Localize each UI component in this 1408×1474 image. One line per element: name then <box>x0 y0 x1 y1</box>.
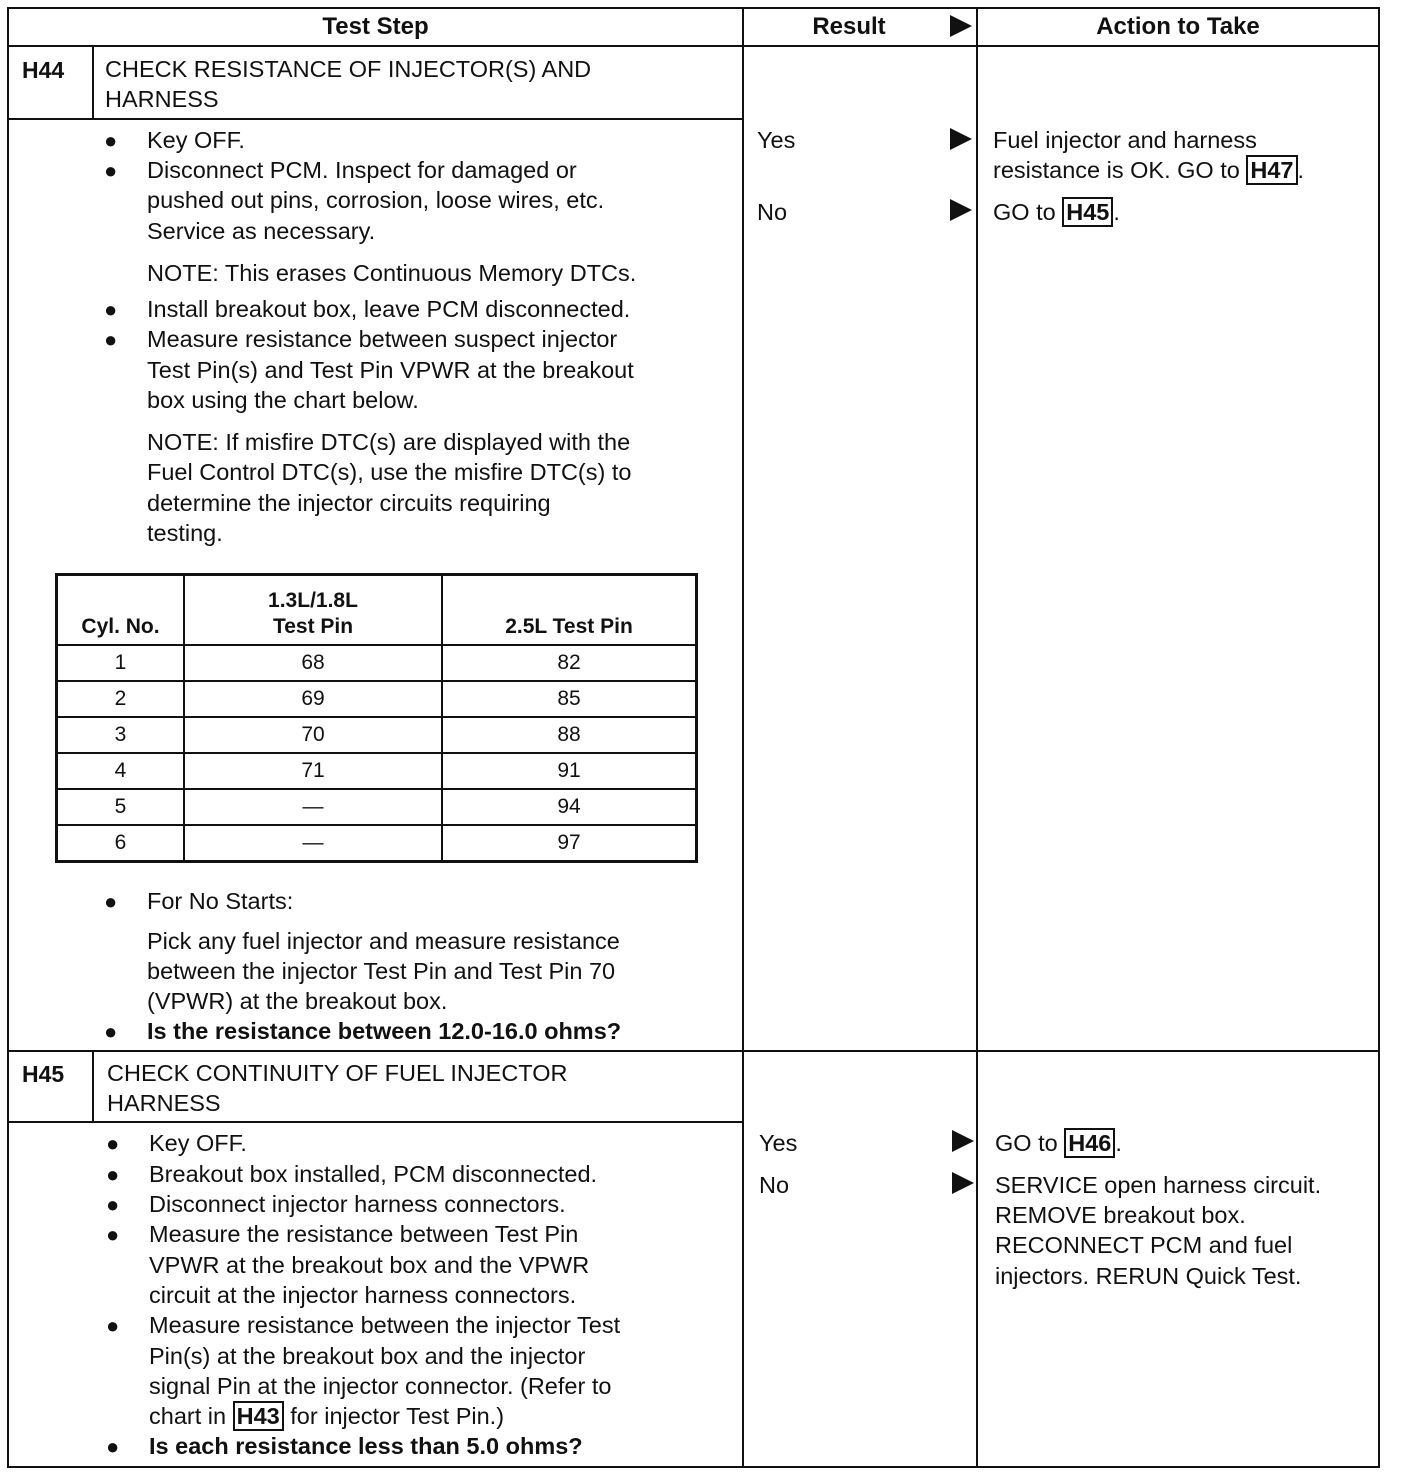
pin-1-3l-cell: 70 <box>184 717 442 753</box>
result-arrow-icon <box>950 128 972 150</box>
h44-result-no: No <box>757 199 788 225</box>
h44-yes-action-line2: resistance is OK. GO to H47 . <box>993 157 1305 183</box>
h44-instruction: Install breakout box, leave PCM disconnected. <box>147 296 631 322</box>
header-arrow-icon <box>950 15 972 37</box>
h44-instruction: box using the chart below. <box>147 387 419 413</box>
bullet-icon: ● <box>104 297 118 322</box>
injector-pin-table <box>55 573 698 863</box>
step-divider <box>7 1050 1380 1052</box>
pin-2-5l-cell: 91 <box>442 753 697 789</box>
bullet-icon: ● <box>104 889 118 914</box>
h44-note: NOTE: If misfire DTC(s) are displayed with the <box>147 429 631 455</box>
step-ref-h45[interactable]: H45 <box>1062 197 1113 227</box>
header-divider <box>7 45 1380 47</box>
step-id-h44: H44 <box>22 57 65 83</box>
pin-table-header-row <box>57 575 697 646</box>
pin-1-3l-cell: — <box>184 789 442 825</box>
cyl-cell: 6 <box>57 825 185 862</box>
bullet-icon: ● <box>106 1162 120 1187</box>
step-title-h45-line1: CHECK CONTINUITY OF FUEL INJECTOR <box>107 1060 568 1086</box>
h44-instruction: Key OFF. <box>147 127 245 153</box>
pin-table-header-cyl: Cyl. No. <box>57 575 185 646</box>
pin-2-5l-cell: 88 <box>442 717 697 753</box>
h44-note: NOTE: This erases Continuous Memory DTCs. <box>147 260 637 286</box>
cyl-cell: 5 <box>57 789 185 825</box>
cyl-cell: 4 <box>57 753 185 789</box>
result-arrow-icon <box>952 1172 974 1194</box>
h44-note: determine the injector circuits requiring <box>147 490 551 516</box>
column-divider-action <box>976 7 978 1468</box>
h45-chart-ref-suffix: for injector Test Pin.) <box>290 1403 505 1429</box>
h44-yes-action-line1: Fuel injector and harness <box>993 127 1257 153</box>
bullet-icon: ● <box>104 1019 118 1044</box>
table-row <box>57 717 697 753</box>
result-arrow-icon <box>952 1130 974 1152</box>
h45-no-action-line: injectors. RERUN Quick Test. <box>995 1263 1302 1289</box>
h45-no-action-line: REMOVE breakout box. <box>995 1202 1246 1228</box>
h44-no-start-text: Pick any fuel injector and measure resistance <box>147 928 620 954</box>
pin-table-header-1-3l-line2: Test Pin <box>272 615 354 638</box>
h44-title-divider <box>7 118 743 120</box>
pin-2-5l-cell: 85 <box>442 681 697 717</box>
pin-1-3l-cell: 68 <box>184 645 442 681</box>
h45-yes-action: GO to H46 . <box>995 1130 1122 1156</box>
h45-instruction: Breakout box installed, PCM disconnected. <box>149 1161 598 1187</box>
column-divider-result <box>742 7 744 1468</box>
h45-yes-action-text: GO to <box>995 1130 1058 1156</box>
result-arrow-icon <box>950 199 972 221</box>
step-title-h44-line2: HARNESS <box>105 86 219 112</box>
pin-2-5l-cell: 97 <box>442 825 697 862</box>
pin-2-5l-cell: 82 <box>442 645 697 681</box>
h45-instruction <box>149 1401 504 1432</box>
step-ref-h47[interactable]: H47 <box>1246 155 1297 185</box>
pin-1-3l-cell: 71 <box>184 753 442 789</box>
h44-instruction: pushed out pins, corrosion, loose wires, etc. <box>147 187 605 213</box>
h45-result-no: No <box>759 1172 790 1198</box>
pin-table-header-1-3l <box>184 575 442 646</box>
h44-no-action: GO to H45 . <box>993 199 1120 225</box>
h44-instruction: Measure resistance between suspect injector <box>147 326 618 352</box>
id-divider-h44 <box>92 46 94 119</box>
h44-yes-action-text: resistance is OK. GO to <box>993 157 1240 183</box>
step-ref-h46[interactable]: H46 <box>1064 1128 1115 1158</box>
h45-instruction: signal Pin at the injector connector. (Refer to <box>149 1373 612 1399</box>
h45-title-divider <box>7 1121 743 1123</box>
h44-note: Fuel Control DTC(s), use the misfire DTC(s) to <box>147 459 632 485</box>
h45-chart-ref-prefix: chart in <box>149 1403 227 1429</box>
header-action: Action to Take <box>1096 13 1260 40</box>
bullet-icon: ● <box>104 327 118 352</box>
h44-no-start-text: between the injector Test Pin and Test Pin 70 <box>147 958 616 984</box>
h45-instruction: Pin(s) at the breakout box and the injector <box>149 1343 586 1369</box>
step-ref-h43[interactable]: H43 <box>233 1401 284 1431</box>
h44-no-action-text: GO to <box>993 199 1056 225</box>
bullet-icon: ● <box>104 158 118 183</box>
id-divider-h45 <box>92 1050 94 1122</box>
bullet-icon: ● <box>106 1131 120 1156</box>
h44-instruction: Service as necessary. <box>147 218 376 244</box>
table-row <box>57 645 697 681</box>
table-row <box>57 681 697 717</box>
pin-1-3l-cell: 69 <box>184 681 442 717</box>
h45-instruction: VPWR at the breakout box and the VPWR <box>149 1252 590 1278</box>
bullet-icon: ● <box>104 128 118 153</box>
table-row <box>57 789 697 825</box>
h45-instruction: Key OFF. <box>149 1130 247 1156</box>
cyl-cell: 3 <box>57 717 185 753</box>
h44-instruction: Test Pin(s) and Test Pin VPWR at the breakout <box>147 357 634 383</box>
header-result: Result <box>812 13 886 40</box>
h45-question: Is each resistance less than 5.0 ohms? <box>149 1433 583 1459</box>
bullet-icon: ● <box>106 1313 120 1338</box>
h44-no-start-heading: For No Starts: <box>147 888 294 914</box>
h45-instruction: Disconnect injector harness connectors. <box>149 1191 566 1217</box>
pin-table-header-1-3l-line1: 1.3L/1.8L <box>268 589 358 612</box>
step-title-h44-line1: CHECK RESISTANCE OF INJECTOR(S) AND <box>105 56 592 82</box>
pin-2-5l-cell: 94 <box>442 789 697 825</box>
h45-result-yes: Yes <box>759 1130 798 1156</box>
h45-no-action-line: SERVICE open harness circuit. <box>995 1172 1322 1198</box>
h44-question: Is the resistance between 12.0-16.0 ohms? <box>147 1018 622 1044</box>
h44-result-yes: Yes <box>757 127 796 153</box>
cyl-cell: 2 <box>57 681 185 717</box>
step-id-h45: H45 <box>22 1061 65 1087</box>
h45-instruction: circuit at the injector harness connectors. <box>149 1282 577 1308</box>
h45-instruction: Measure resistance between the injector Test <box>149 1312 621 1338</box>
h44-no-start-text: (VPWR) at the breakout box. <box>147 988 448 1014</box>
h45-no-action-line: RECONNECT PCM and fuel <box>995 1232 1293 1258</box>
pin-1-3l-cell: — <box>184 825 442 862</box>
bullet-icon: ● <box>106 1434 120 1459</box>
cyl-cell: 1 <box>57 645 185 681</box>
header-test-step: Test Step <box>322 13 429 40</box>
h44-note: testing. <box>147 520 223 546</box>
bullet-icon: ● <box>106 1222 120 1247</box>
h44-instruction: Disconnect PCM. Inspect for damaged or <box>147 157 577 183</box>
pin-table-header-2-5l: 2.5L Test Pin <box>442 575 697 646</box>
bullet-icon: ● <box>106 1192 120 1217</box>
table-row <box>57 825 697 862</box>
step-title-h45-line2: HARNESS <box>107 1090 221 1116</box>
h45-instruction: Measure the resistance between Test Pin <box>149 1221 579 1247</box>
table-row <box>57 753 697 789</box>
